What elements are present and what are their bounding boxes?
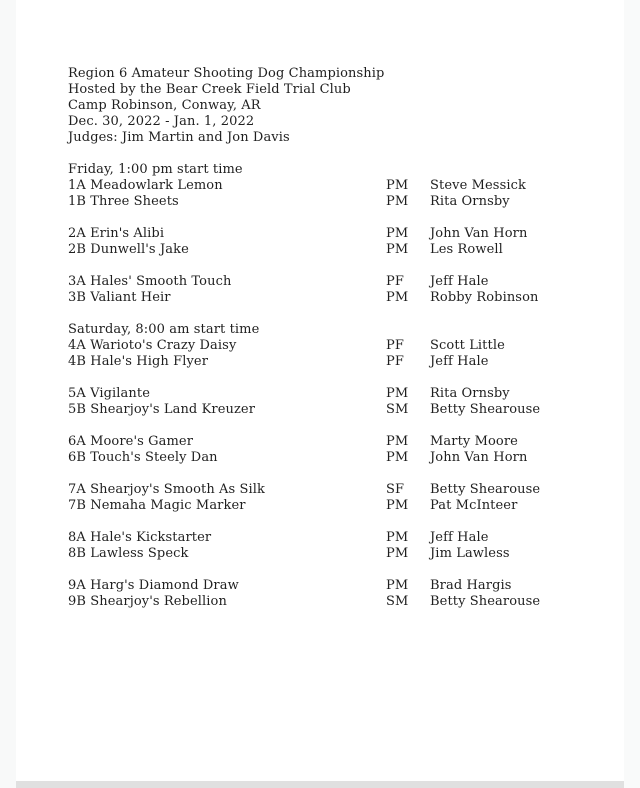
entry-row [68,338,608,354]
breed-sex-code: PM [386,386,409,401]
dog-name: 4B Hale's High Flyer [68,354,209,369]
dog-name: 8B Lawless Speck [68,546,189,561]
dog-name: 5B Shearjoy's Land Kreuzer [68,402,256,417]
handler-name: Marty Moore [430,434,518,449]
handler-name: Betty Shearouse [430,482,541,497]
brace-1 [68,178,608,210]
breed-sex-code: PF [386,274,404,289]
dog-name: 5A Vigilante [68,386,150,401]
entry-row [68,354,608,370]
entry-row [68,546,608,562]
breed-sex-code: PM [386,290,409,305]
handler-name: Betty Shearouse [430,594,541,609]
session-label: Saturday, 8:00 am start time [68,322,260,337]
brace-5 [68,386,608,418]
handler-name: Pat McInteer [430,498,518,513]
document-header [68,66,608,146]
judges-line: Judges: Jim Martin and Jon Davis [68,130,290,145]
dog-name: 1B Three Sheets [68,194,179,209]
handler-name: Scott Little [430,338,505,353]
brace-6 [68,434,608,466]
breed-sex-code: PM [386,242,409,257]
entry-row [68,594,608,610]
breed-sex-code: PF [386,354,404,369]
handler-name: Les Rowell [430,242,503,257]
breed-sex-code: PM [386,530,409,545]
handler-name: Jeff Hale [430,274,489,289]
brace-3 [68,274,608,306]
brace-2 [68,226,608,258]
breed-sex-code: PM [386,546,409,561]
breed-sex-code: SF [386,482,405,497]
breed-sex-code: PM [386,178,409,193]
brace-9 [68,578,608,610]
dog-name: 1A Meadowlark Lemon [68,178,223,193]
dog-name: 6B Touch's Steely Dan [68,450,218,465]
scan-edge-band [16,781,624,788]
handler-name: Betty Shearouse [430,402,541,417]
handler-name: Jeff Hale [430,530,489,545]
breed-sex-code: PM [386,434,409,449]
handler-name: Brad Hargis [430,578,512,593]
brace-7 [68,482,608,514]
entry-row [68,226,608,242]
entry-row [68,242,608,258]
breed-sex-code: SM [386,402,409,417]
handler-name: Rita Ornsby [430,386,510,401]
entry-row [68,450,608,466]
breed-sex-code: PF [386,338,404,353]
session-label: Friday, 1:00 pm start time [68,162,243,177]
dog-name: 8A Hale's Kickstarter [68,530,212,545]
handler-name: John Van Horn [430,226,528,241]
dog-name: 2A Erin's Alibi [68,226,165,241]
dog-name: 9A Harg's Diamond Draw [68,578,239,593]
handler-name: Rita Ornsby [430,194,510,209]
dog-name: 2B Dunwell's Jake [68,242,189,257]
entry-row [68,498,608,514]
dates-line: Dec. 30, 2022 - Jan. 1, 2022 [68,114,255,129]
dog-name: 3A Hales' Smooth Touch [68,274,232,289]
entry-row [68,386,608,402]
brace-8 [68,530,608,562]
dog-name: 4A Warioto's Crazy Daisy [68,338,237,353]
dog-name: 9B Shearjoy's Rebellion [68,594,227,609]
session-friday [68,162,608,306]
brace-4 [68,338,608,370]
entry-row [68,178,608,194]
handler-name: Robby Robinson [430,290,539,305]
breed-sex-code: PM [386,498,409,513]
right-gutter [624,0,640,788]
entry-row [68,482,608,498]
entry-row [68,578,608,594]
document-title: Region 6 Amateur Shooting Dog Championship [68,66,385,81]
handler-name: Jeff Hale [430,354,489,369]
dog-name: 3B Valiant Heir [68,290,171,305]
left-gutter [0,0,16,788]
handler-name: Jim Lawless [430,546,510,561]
breed-sex-code: PM [386,226,409,241]
location-line: Camp Robinson, Conway, AR [68,98,261,113]
dog-name: 6A Moore's Gamer [68,434,194,449]
handler-name: John Van Horn [430,450,528,465]
handler-name: Steve Messick [430,178,526,193]
dog-name: 7A Shearjoy's Smooth As Silk [68,482,266,497]
entry-row [68,402,608,418]
breed-sex-code: PM [386,450,409,465]
entry-row [68,290,608,306]
host-line: Hosted by the Bear Creek Field Trial Club [68,82,351,97]
entry-row [68,274,608,290]
dog-name: 7B Nemaha Magic Marker [68,498,246,513]
breed-sex-code: SM [386,594,409,609]
document-content [68,66,608,626]
breed-sex-code: PM [386,578,409,593]
breed-sex-code: PM [386,194,409,209]
entry-row [68,194,608,210]
entry-row [68,530,608,546]
session-saturday [68,322,608,610]
entry-row [68,434,608,450]
